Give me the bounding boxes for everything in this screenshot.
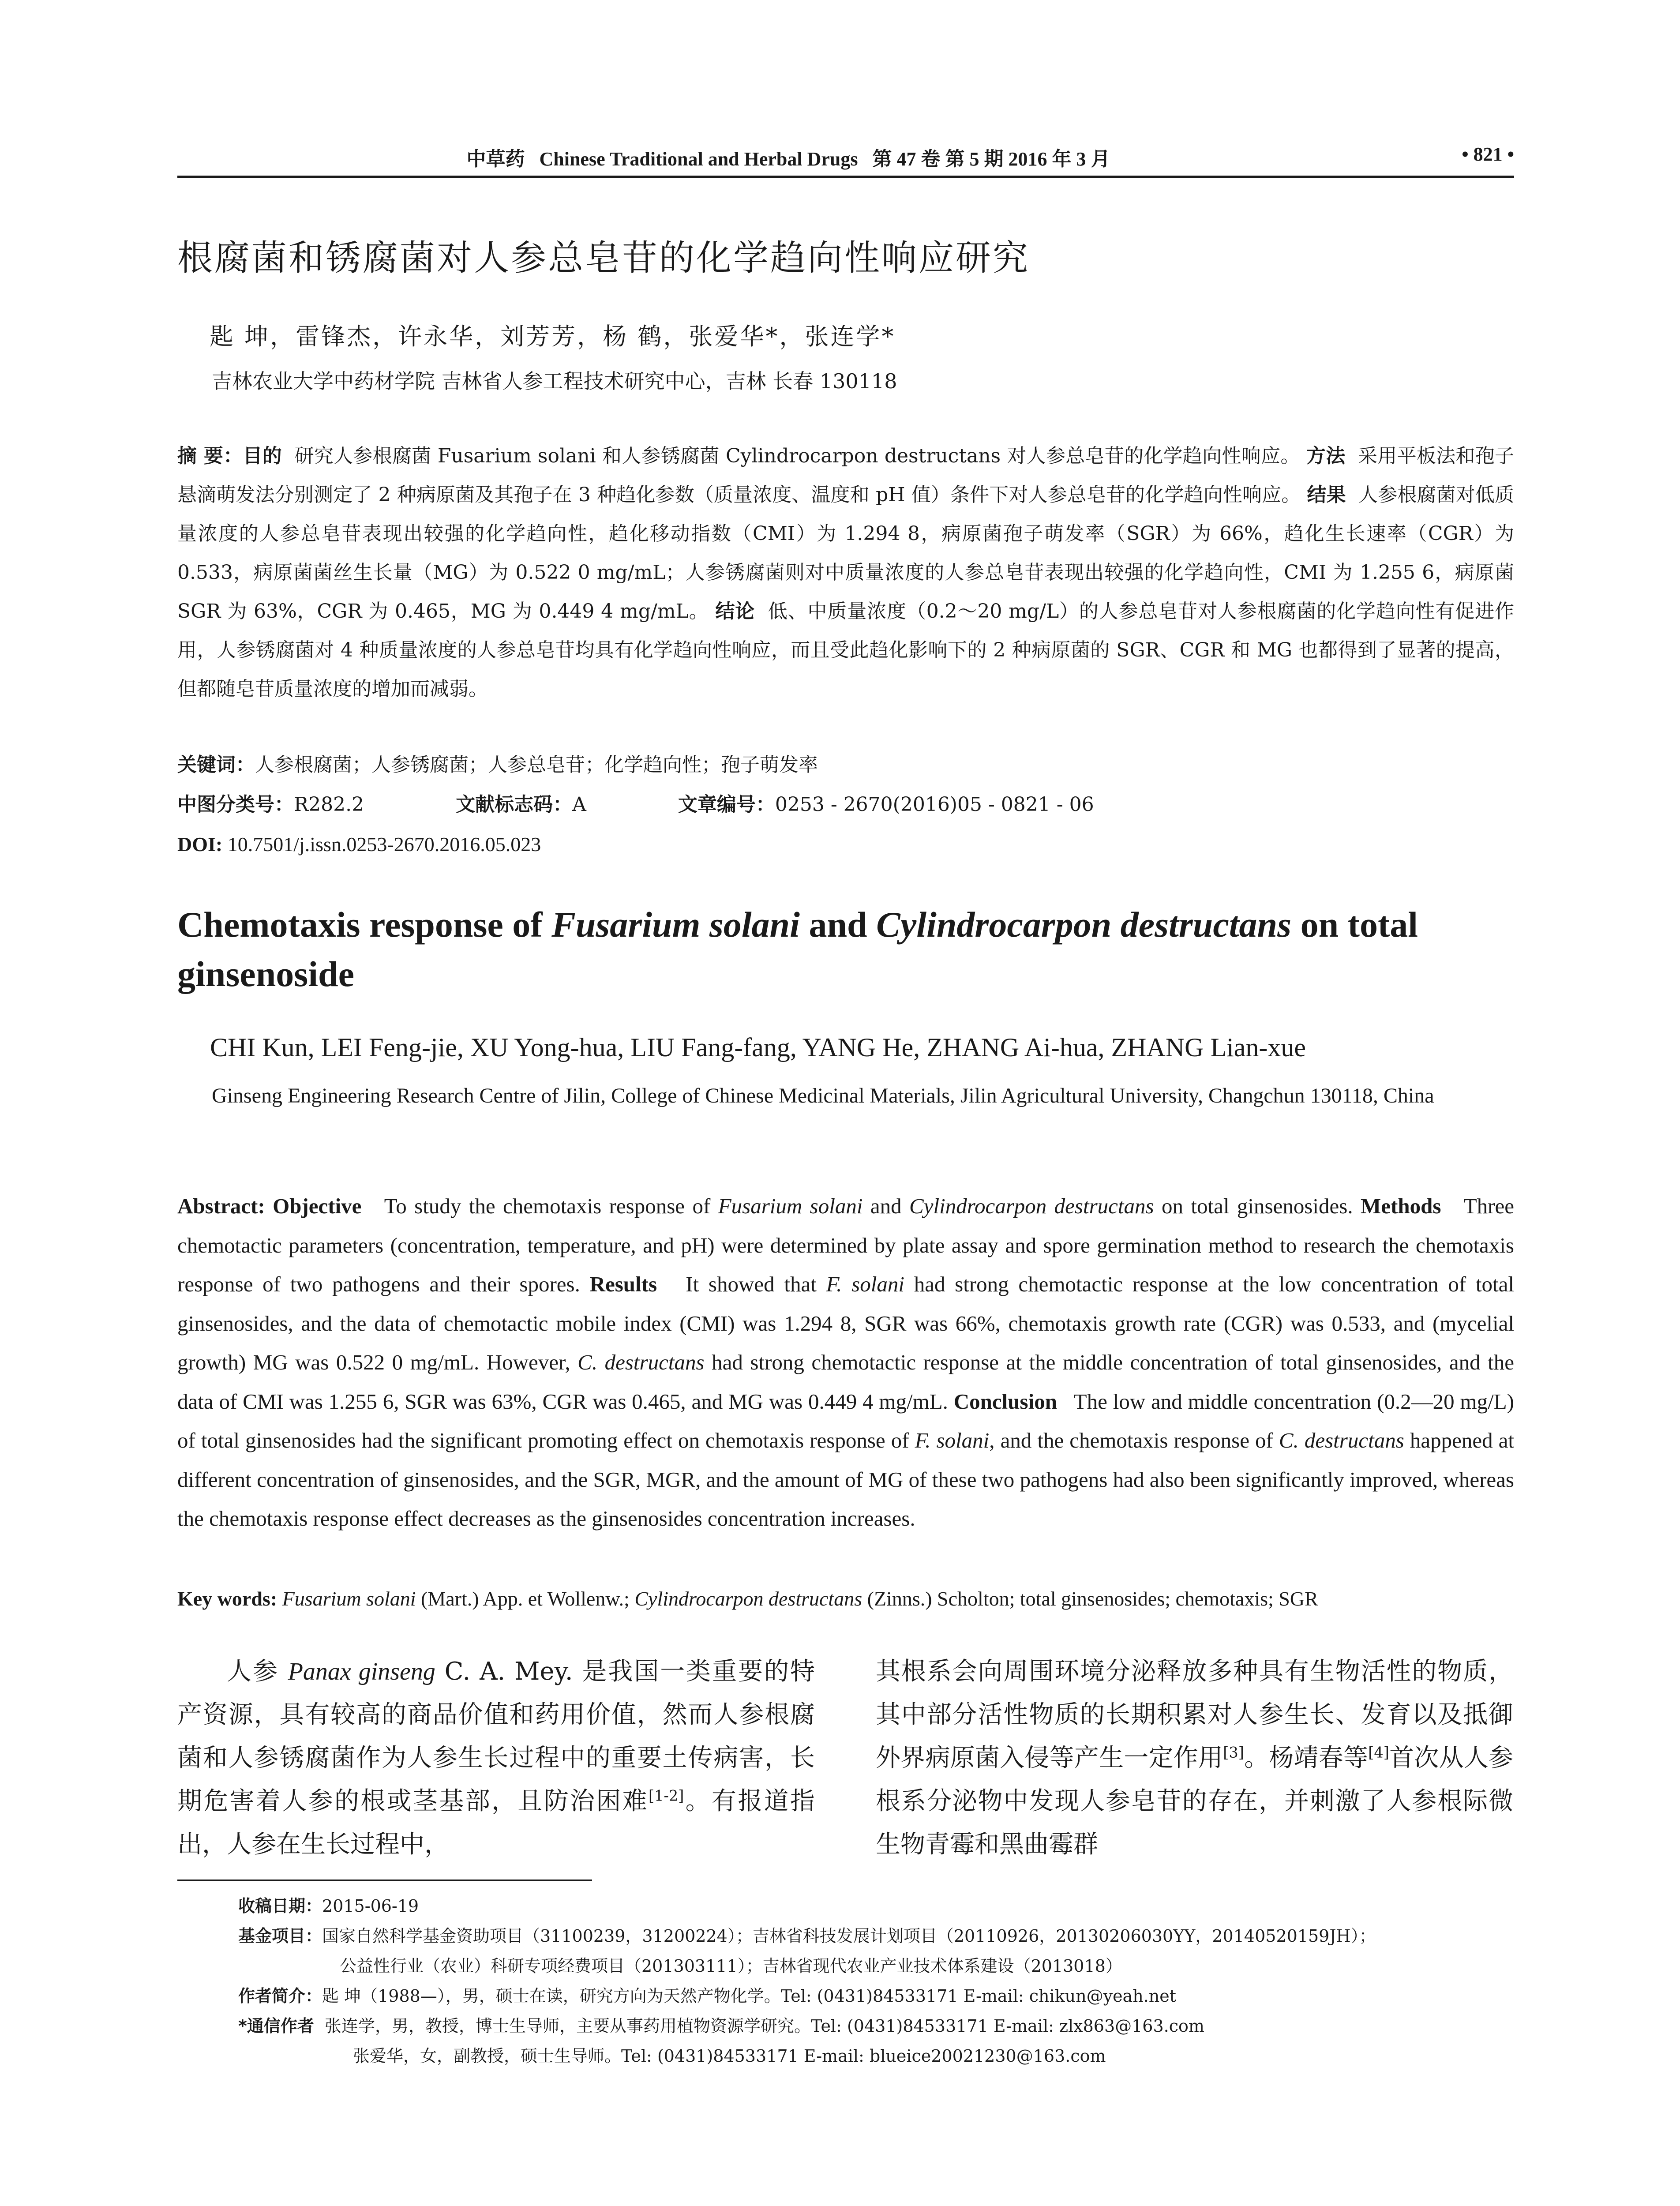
classification-row [177,785,1514,824]
chinese-title: 根腐菌和锈腐菌对人参总皂苷的化学趋向性响应研究 [177,237,1030,278]
body-text: 其根系会向周围环境分泌释放多种具有生物活性的物质，其中部分活性物质的长期积累对人参生长、发育以及抵御外界病原菌入侵等产生一定作用 [876,1657,1513,1772]
species-italic: Cylindrocarpon destructans [909,1194,1154,1218]
running-header [177,140,1514,178]
doi-value: 10.7501/j.issn.0253-2670.2016.05.023 [227,833,541,855]
footnote-fund [238,1923,1376,1949]
en-title-part: on total ginsenoside [177,904,1418,994]
results-text-cn: 人参根腐菌对低质量浓度的人参总皂苷表现出较强的化学趋向性，趋化移动指数（CMI）为 1.294 8，病原菌孢子萌发率（SGR）为 66%，趋化生长速率（CGR）为 0.533，病原菌菌丝生长量（MG）为 0.522 0 mg/mL；人参锈腐菌则对中质量浓度的人参总皂苷表现出较强的化学趋向性，CMI 为 1.255 6，病原菌 SGR 为 63%，CGR 为 0.465，MG 为 0.449 4 mg/mL。 [177,484,1514,623]
species-italic: Panax ginseng [288,1658,435,1685]
conclusion-text-cn: 低、中质量浓度（0.2～20 mg/L）的人参总皂苷对人参根腐菌的化学趋向性有促进作用，人参锈腐菌对 4 种质量浓度的人参总皂苷均具有化学趋向性响应，而且受此趋化影响下的 2 种病原菌的 SGR、CGR 和 MG 也都得到了显著的提高，但都随皂苷质量浓度的增加而减弱。 [177,600,1514,700]
methods-text-cn: 采用平板法和孢子悬滴萌发法分别测定了 2 种病原菌及其孢子在 3 种趋化参数（质量浓度、温度和 pH 值）条件下对人参总皂苷的化学趋向性响应。 [177,445,1515,506]
species-italic: C. destructans [578,1350,705,1374]
conclusion-label-cn: 结论 [715,600,755,623]
objective-text-en: and [862,1194,910,1218]
english-title [177,900,1523,999]
methods-text-en: Three chemotactic parameters (concentration, temperature, and pH) were determined by plate assay and spore germination method to research the chemotaxis response of two pathogens and their spores. [177,1194,1514,1296]
conclusion-text-en: happened at different concentration of ginsenosides, and the SGR, MGR, and the amount of MG of these two pathogens had also been significantly improved, whereas the chemotaxis response effect decreases as the ginsenosides concentration increases. [177,1428,1514,1531]
results-text-en: had strong chemotactic response at the middle concentration of total ginsenosides, and the data of CMI was 1.255 6, SGR was 63%, CGR was 0.465, and MG was 0.449 4 mg/mL. [177,1350,1514,1414]
results-label-cn: 结果 [1307,484,1346,506]
species-italic: Cylindrocarpon destructans [634,1587,862,1610]
body-text: 首次从人参根系分泌物中发现人参皂苷的存在，并刺激了人参根际微生物青霉和黑曲霉群 [876,1744,1514,1859]
page-number: • 821 • [1462,143,1514,165]
abstract-label-en: Abstract: [177,1194,265,1218]
fund-label: 基金项目： [238,1926,322,1946]
journal-name-cn: 中草药 [466,148,525,170]
chinese-keywords [177,746,1514,784]
body-column-left [177,1650,815,1866]
species-italic: C. destructans [1279,1428,1404,1452]
keywords-text-en: (Zinns.) Scholton; total ginsenosides; chemotaxis; SGR [862,1587,1318,1610]
species-italic: F. solani [826,1272,904,1296]
objective-text-en: on total ginsenosides. [1154,1194,1353,1218]
doi-line [177,825,1514,864]
objective-text-cn: 研究人参根腐菌 Fusarium solani 和人参锈腐菌 Cylindrocarpon destructans 对人参总皂苷的化学趋向性响应。 [294,445,1300,467]
footnote-corresponding-2: 张爱华，女，副教授，硕士生导师。Tel: (0431)84533171 E-mail: blueice20021230@163.com [353,2046,1106,2066]
conclusion-text-en: , and the chemotaxis response of [989,1428,1279,1452]
en-title-species-1: Fusarium solani [551,904,800,945]
footnote-received [238,1893,419,1919]
article-no-label: 文章编号： [678,793,775,816]
conclusion-text-en: The low and middle concentration (0.2—20 mg/L) of total ginsenosides had the significant promoting effect on chemotaxis response of [177,1389,1515,1452]
doi-label: DOI: [177,833,223,855]
results-text-en: It showed that [686,1272,826,1296]
objective-label-cn: 目的 [243,445,282,467]
english-abstract [177,1187,1514,1538]
corresponding-text: 张连学，男，教授，博士生导师，主要从事药用植物资源学研究。Tel: (0431)84533171 E-mail: zlx863@163.com [325,2016,1204,2036]
received-label: 收稿日期： [238,1896,322,1916]
keywords-text-en: (Mart.) App. et Wollenw.; [416,1587,635,1610]
methods-label-cn: 方法 [1306,445,1346,467]
english-keywords [177,1579,1514,1619]
footnote-corresponding [238,2013,1204,2039]
body-text: C. A. Mey. 是我国一类重要的特产资源，具有较高的商品价值和药用价值，然而人参根腐菌和人参锈腐菌作为人参生长过程中的重要土传病害，长期危害着人参的根或茎基部，且防治困难 [177,1657,815,1816]
en-title-part: Chemotaxis response of [177,904,552,945]
chinese-abstract [177,437,1514,709]
body-column-right [876,1650,1513,1866]
conclusion-label-en: Conclusion [953,1389,1057,1414]
footnote-author [238,1983,1176,2009]
footnote-divider [177,1880,592,1881]
en-title-part: and [799,904,877,945]
journal-issue: 第 47 卷 第 5 期 2016 年 3 月 [872,148,1110,170]
citation-ref[interactable]: [3] [1223,1744,1244,1761]
methods-label-en: Methods [1361,1194,1441,1218]
english-authors: CHI Kun, LEI Feng-jie, XU Yong-hua, LIU Fang-fang, YANG He, ZHANG Ai-hua, ZHANG Lian-xue [210,1033,1306,1062]
corresponding-label: *通信作者 [238,2016,314,2036]
citation-ref[interactable]: [4] [1368,1744,1389,1761]
received-date: 2015-06-19 [322,1896,419,1916]
keywords-label-en: Key words: [177,1587,278,1610]
doc-code-label: 文献标志码： [456,793,573,816]
chinese-affiliation: 吉林农业大学中药材学院 吉林省人参工程技术研究中心，吉林 长春 130118 [212,369,897,393]
species-italic: F. solani [915,1428,990,1452]
objective-text-en: To study the chemotaxis response of [384,1194,718,1218]
doc-code-value: A [572,793,586,816]
en-title-species-2: Cylindrocarpon destructans [876,904,1292,945]
fund-text: 国家自然科学基金资助项目（31100239，31200224）；吉林省科技发展计划项目（20110926，20130206030YY，20140520159JH）； [322,1926,1376,1946]
keywords-text-cn: 人参根腐菌；人参锈腐菌；人参总皂苷；化学趋向性；孢子萌发率 [255,754,818,776]
footnote-fund-cont: 公益性行业（农业）科研专项经费项目（201303111）；吉林省现代农业产业技术体系建设（2013018） [340,1956,1122,1976]
author-label: 作者简介： [238,1986,322,2006]
body-text: 。杨靖春等 [1244,1744,1369,1772]
english-affiliation: Ginseng Engineering Research Centre of Jilin, College of Chinese Medicinal Materials, Jilin Agricultural University, Changchun 130118, China [212,1084,1434,1107]
objective-label-en: Objective [273,1194,362,1218]
species-italic: Fusarium solani [718,1194,863,1218]
header-journal [177,143,1399,171]
journal-name-en: Chinese Traditional and Herbal Drugs [539,148,858,170]
clc-value: R282.2 [294,793,364,816]
article-no-value: 0253 - 2670(2016)05 - 0821 - 06 [775,793,1094,816]
species-italic: Fusarium solani [282,1587,416,1610]
clc-label: 中图分类号： [177,793,294,816]
author-text: 匙 坤（1988—），男，硕士在读，研究方向为天然产物化学。Tel: (0431)84533171 E-mail: chikun@yeah.net [322,1986,1177,2006]
keywords-label-cn: 关键词： [177,754,255,776]
body-text: 人参 [227,1657,288,1686]
chinese-authors: 匙 坤，雷锋杰，许永华，刘芳芳，杨 鹤，张爱华*，张连学* [210,323,896,350]
results-text-en: had strong chemotactic response at the low concentration of total ginsenosides, and the data of chemotactic mobile index (CMI) was 1.294 8, SGR was 66%, chemotaxis growth rate (CGR) was 0.533, and (mycelial growth) MG was 0.522 0 mg/mL. However, [177,1272,1514,1374]
results-label-en: Results [589,1272,657,1296]
citation-ref[interactable]: [1-2] [649,1787,684,1805]
body-text: 。有报道指出，人参在生长过程中， [177,1787,815,1859]
abstract-label-cn: 摘 要： [177,445,243,467]
